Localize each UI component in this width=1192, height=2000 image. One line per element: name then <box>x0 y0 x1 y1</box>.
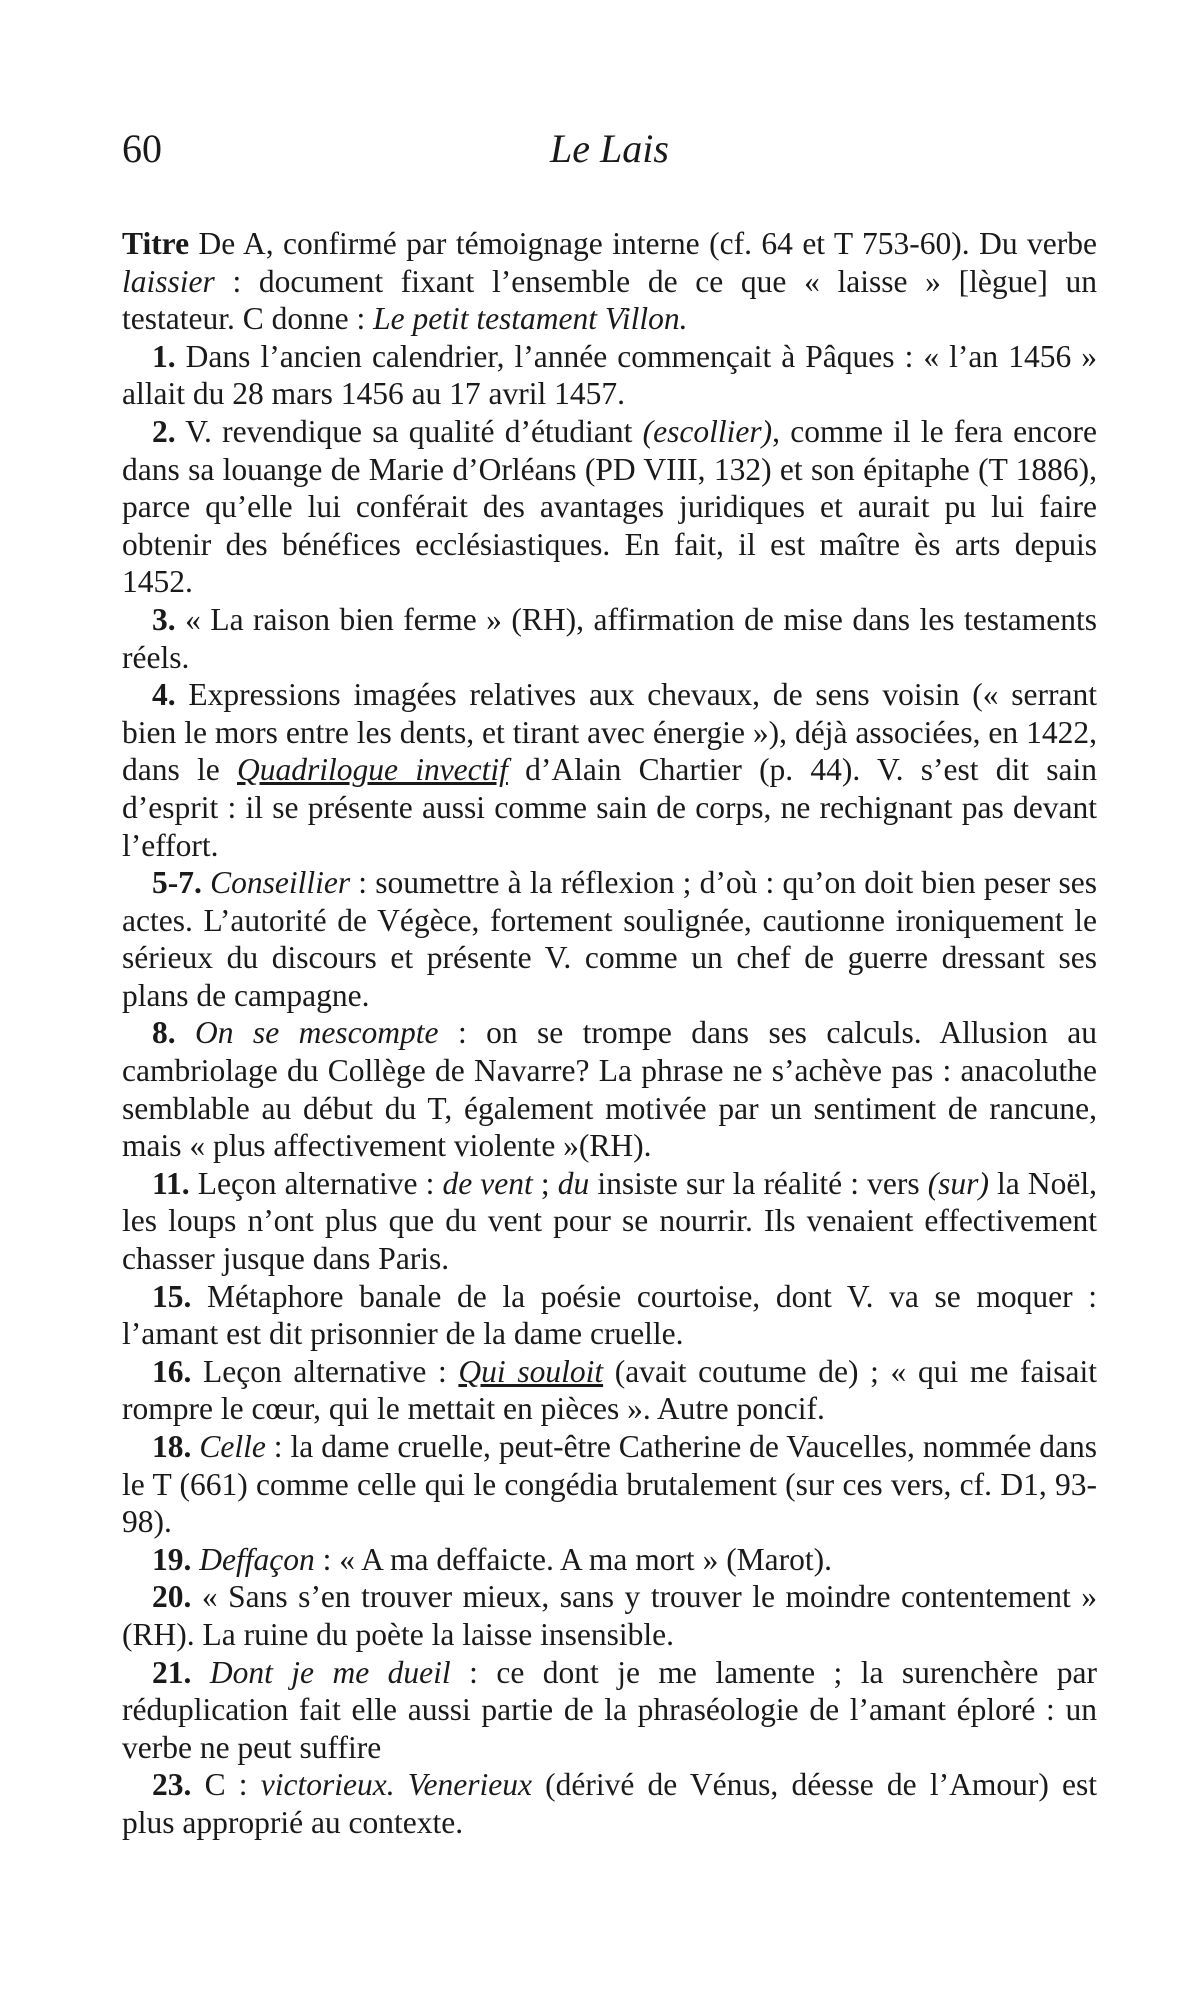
note-paragraph <box>122 1578 1097 1653</box>
note-text: : « A ma deffaicte. A ma mort » (Marot). <box>314 1541 833 1577</box>
note-text: : document fixant l’ensemble de ce que « laisse » [lègue] un testateur. C donne : <box>122 263 1097 337</box>
note-label: 5-7. <box>152 865 202 901</box>
page-number: 60 <box>122 126 162 171</box>
cited-term: laissier <box>122 263 215 299</box>
cited-term: (escollier) <box>642 413 773 449</box>
note-label: 8. <box>152 1015 176 1051</box>
note-text: Leçon alternative : <box>189 1165 443 1201</box>
cited-term: Qui souloit <box>458 1353 604 1389</box>
note-text: De A, confirmé par témoignage interne (cf. 64 et T 753-60). Du verbe <box>189 226 1097 261</box>
note-text: Métaphore banale de la poésie courtoise, dont V. va se moquer : l’amant est dit prisonnier de la dame cruelle. <box>122 1278 1097 1352</box>
cited-term: victorieux. Venerieux <box>260 1767 532 1803</box>
note-paragraph <box>122 601 1097 676</box>
note-text: : soumettre à la réflexion ; d’où : qu’on doit bien peser ses actes. L’autorité de Végèce, fortement soulignée, cautionne ironiquement le sérieux du discours et présente V. comme un chef de guerre dressant ses plans de campagne. <box>122 865 1097 1013</box>
note-text <box>191 1655 209 1690</box>
note-paragraph <box>122 1014 1097 1164</box>
note-paragraph <box>122 1541 1097 1579</box>
note-text: « La raison bien ferme » (RH), affirmation de mise dans les testaments réels. <box>122 601 1097 675</box>
note-paragraph <box>122 338 1097 413</box>
note-paragraph <box>122 864 1097 1014</box>
note-paragraph <box>122 1278 1097 1353</box>
note-text: , comme il le fera encore dans sa louange de Marie d’Orléans (PD VIII, 132) et son épitaphe (T 1886), parce qu’elle lui conférait des avantages juridiques et aurait pu lui faire obtenir des bénéfices ecclésiastiques. En fait, il est maître ès arts depuis 1452. <box>122 413 1098 600</box>
note-text: « Sans s’en trouver mieux, sans y trouver le moindre contentement » (RH). La ruine du poète la laisse insensible. <box>122 1579 1097 1652</box>
note-paragraph <box>122 1353 1097 1428</box>
note-label: 1. <box>152 338 176 374</box>
cited-term: Quadrilogue invectif <box>236 752 508 788</box>
note-label: 21. <box>152 1654 192 1690</box>
note-label: 4. <box>152 677 176 713</box>
cited-term: Conseillier <box>210 865 351 901</box>
note-text: (avait coutume de) ; « qui me faisait rompre le cœur, qui le mettait en pièces ». Autre poncif. <box>122 1353 1097 1427</box>
note-text: Leçon alternative : <box>191 1353 459 1389</box>
cited-term: Le petit testament Villon. <box>373 301 688 337</box>
note-text: : on se trompe dans ses calculs. Allusion au cambriolage du Collège de Navarre? La phrase ne s’achève pas : anacoluthe semblable au début du T, également motivée par un sentiment de rancune, mais « plus affectivement violente »(RH). <box>122 1015 1097 1164</box>
cited-term: du <box>557 1165 590 1201</box>
note-paragraph <box>122 413 1097 601</box>
note-text: d’Alain Chartier (p. 44). V. s’est dit sain d’esprit : il se présente aussi comme sain de corps, ne rechignant pas devant l’effort. <box>122 752 1097 863</box>
note-label: 16. <box>152 1353 192 1389</box>
cited-term: Deffaçon <box>199 1541 315 1577</box>
note-text: Expressions imagées relatives aux chevaux, de sens voisin (« serrant bien le mors entre les dents, et tirant avec énergie »), déjà associées, en 1422, dans le <box>122 677 1097 788</box>
notes-body <box>122 225 1097 1842</box>
note-label: 23. <box>152 1767 192 1803</box>
note-text: C : <box>191 1767 261 1803</box>
note-titre <box>122 225 1097 338</box>
note-label: 19. <box>152 1541 192 1577</box>
note-text: insiste sur la réalité : vers <box>589 1165 928 1201</box>
note-paragraph <box>122 1654 1097 1767</box>
note-text <box>202 865 210 900</box>
cited-term: Celle <box>199 1429 266 1464</box>
note-text: Dans l’ancien calendrier, l’année commençait à Pâques : « l’an 1456 » allait du 28 mars 1456 au 17 avril 1457. <box>122 338 1097 412</box>
note-paragraph <box>122 1428 1097 1541</box>
note-text: : ce dont je me lamente ; la surenchère par réduplication fait elle aussi partie de la phraséologie de l’amant éploré : un verbe ne peut suffire <box>122 1654 1098 1765</box>
page-header <box>122 124 1097 174</box>
note-label: 18. <box>152 1429 192 1464</box>
note-text <box>176 1015 195 1050</box>
cited-term: Dont je me dueil <box>209 1654 451 1690</box>
note-label: 2. <box>152 413 176 449</box>
note-text: V. revendique sa qualité d’étudiant <box>175 413 643 449</box>
cited-term: (sur) <box>927 1165 989 1201</box>
note-paragraph <box>122 676 1097 864</box>
cited-term: On se mescompte <box>195 1015 439 1051</box>
cited-term: de vent <box>442 1165 533 1201</box>
note-paragraph <box>122 1766 1097 1841</box>
note-label: 11. <box>152 1165 190 1201</box>
note-text: : la dame cruelle, peut-être Catherine de Vaucelles, nommée dans le T (661) comme celle qui le congédia brutalement (sur ces vers, cf. D1, 93-98). <box>122 1429 1098 1540</box>
note-label: 3. <box>152 601 176 637</box>
running-title: Le Lais <box>550 126 669 171</box>
note-label: 20. <box>152 1579 192 1615</box>
note-text: (dérivé de Vénus, déesse de l’Amour) est plus approprié au contexte. <box>122 1767 1097 1840</box>
note-label: 15. <box>152 1278 192 1314</box>
note-text: ; <box>532 1165 558 1201</box>
note-text: la Noël, les loups n’ont plus que du vent pour se nourrir. Ils venaient effectivement chasser jusque dans Paris. <box>122 1165 1097 1277</box>
note-paragraph <box>122 1165 1097 1278</box>
note-label: Titre <box>122 226 190 261</box>
